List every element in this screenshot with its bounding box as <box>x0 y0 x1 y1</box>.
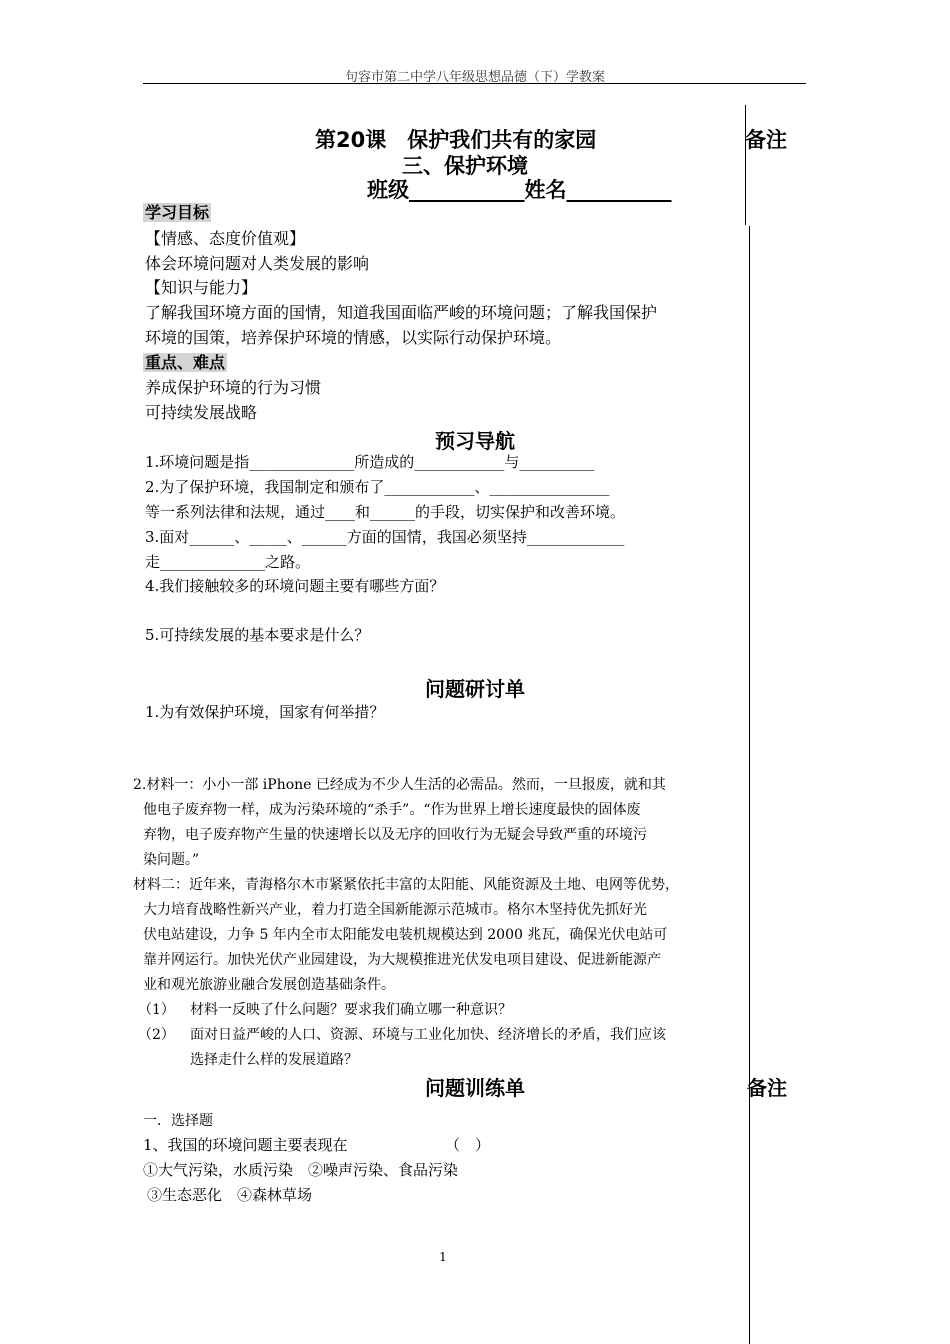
sub-question-2-line2: 选择走什么样的发展道路？ <box>190 1052 358 1068</box>
discussion-heading: 问题研讨单 <box>425 677 525 701</box>
class-name-line: 班级___________姓名__________ <box>367 178 672 202</box>
preview-q4: 4.我们接触较多的环境问题主要有哪些方面？ <box>145 577 445 595</box>
preview-q3-line1: 3.面对______、_____、______方面的国情，我国必须坚持_____________ <box>145 528 625 546</box>
key-point-2: 可持续发展战略 <box>145 403 258 422</box>
remark-label: 备注 <box>745 128 787 152</box>
preview-q2-line2: 等一系列法律和法规，通过____和______的手段，切实保护和改善环境。 <box>145 503 626 521</box>
sub-question-2-number: （2） <box>138 1027 175 1043</box>
material-1-line2: 他电子废弃物一样，成为污染环境的“杀手”。“作为世界上增长速度最快的固体废 <box>143 802 641 818</box>
margin-rule <box>749 226 750 1344</box>
material-1-line1: 2.材料一：小小一部 iPhone 已经成为不少人生活的必需品。然而，一旦报废，就和其 <box>133 777 666 793</box>
training-heading: 问题训练单 <box>425 1076 525 1100</box>
question-type-label: 一．选择题 <box>143 1113 213 1129</box>
sub-question-1-number: （1） <box>138 1002 175 1018</box>
page-header: 句容市第二中学八年级思想品德（下）学教案 <box>344 70 605 85</box>
choice-options-line1: ①大气污染，水质污染 ②噪声污染、食品污染 <box>143 1161 459 1179</box>
material-2-line4: 靠并网运行。加快光伏产业园建设，为大规模推进光伏发电项目建设、促进新能源产 <box>143 952 661 968</box>
choice-options-line2: ③生态恶化 ④森林草场 <box>147 1186 313 1204</box>
preview-q3-line2: 走______________之路。 <box>145 553 311 571</box>
key-point-1: 养成保护环境的行为习惯 <box>145 378 322 397</box>
header-rule <box>143 83 806 84</box>
material-2-line3: 伏电站建设，力争 5 年内全市太阳能发电装机规模达到 2000 兆瓦，确保光伏电站可 <box>143 927 668 943</box>
training-remark-label: 备注 <box>747 1076 787 1100</box>
emotion-text: 体会环境问题对人类发展的影响 <box>145 254 370 273</box>
margin-rule-top <box>745 105 746 225</box>
preview-q5: 5.可持续发展的基本要求是什么？ <box>145 626 370 644</box>
choice-question-1: 1、我国的环境问题主要表现在 （ ） <box>143 1136 491 1154</box>
lesson-title: 第20课 保护我们共有的家园 <box>315 128 597 152</box>
page-number: 1 <box>439 1250 447 1264</box>
preview-q1: 1.环境问题是指______________所造成的____________与__________ <box>145 453 595 471</box>
discussion-q1: 1.为有效保护环境，国家有何举措？ <box>145 703 385 721</box>
material-1-line3: 弃物，电子废弃物产生量的快速增长以及无序的回收行为无疑会导致严重的环境污 <box>143 827 647 843</box>
sub-question-1: 材料一反映了什么问题？要求我们确立哪一种意识？ <box>190 1002 512 1018</box>
sub-question-2-line1: 面对日益严峻的人口、资源、环境与工业化加快、经济增长的矛盾，我们应该 <box>190 1027 666 1043</box>
knowledge-text-1: 了解我国环境方面的国情，知道我国面临严峻的环境问题；了解我国保护 <box>145 303 658 322</box>
material-1-line4: 染问题。” <box>143 852 200 868</box>
material-2-line1: 材料二：近年来，青海格尔木市紧紧依托丰富的太阳能、风能资源及土地、电网等优势， <box>133 877 679 893</box>
knowledge-text-2: 环境的国策，培养保护环境的情感，以实际行动保护环境。 <box>145 328 562 347</box>
material-2-line2: 大力培育战略性新兴产业，着力打造全国新能源示范城市。格尔木坚持优先抓好光 <box>143 902 647 918</box>
knowledge-label: 【知识与能力】 <box>145 278 258 297</box>
section-title: 三、保护环境 <box>402 154 528 178</box>
preview-heading: 预习导航 <box>435 429 515 453</box>
goals-heading: 学习目标 <box>145 203 210 222</box>
emotion-label: 【情感、态度价值观】 <box>145 229 306 248</box>
material-2-line5: 业和观光旅游业融合发展创造基础条件。 <box>143 977 395 993</box>
key-points-heading: 重点、难点 <box>145 353 226 372</box>
preview-q2-line1: 2.为了保护环境，我国制定和颁布了____________、________________ <box>145 478 610 496</box>
